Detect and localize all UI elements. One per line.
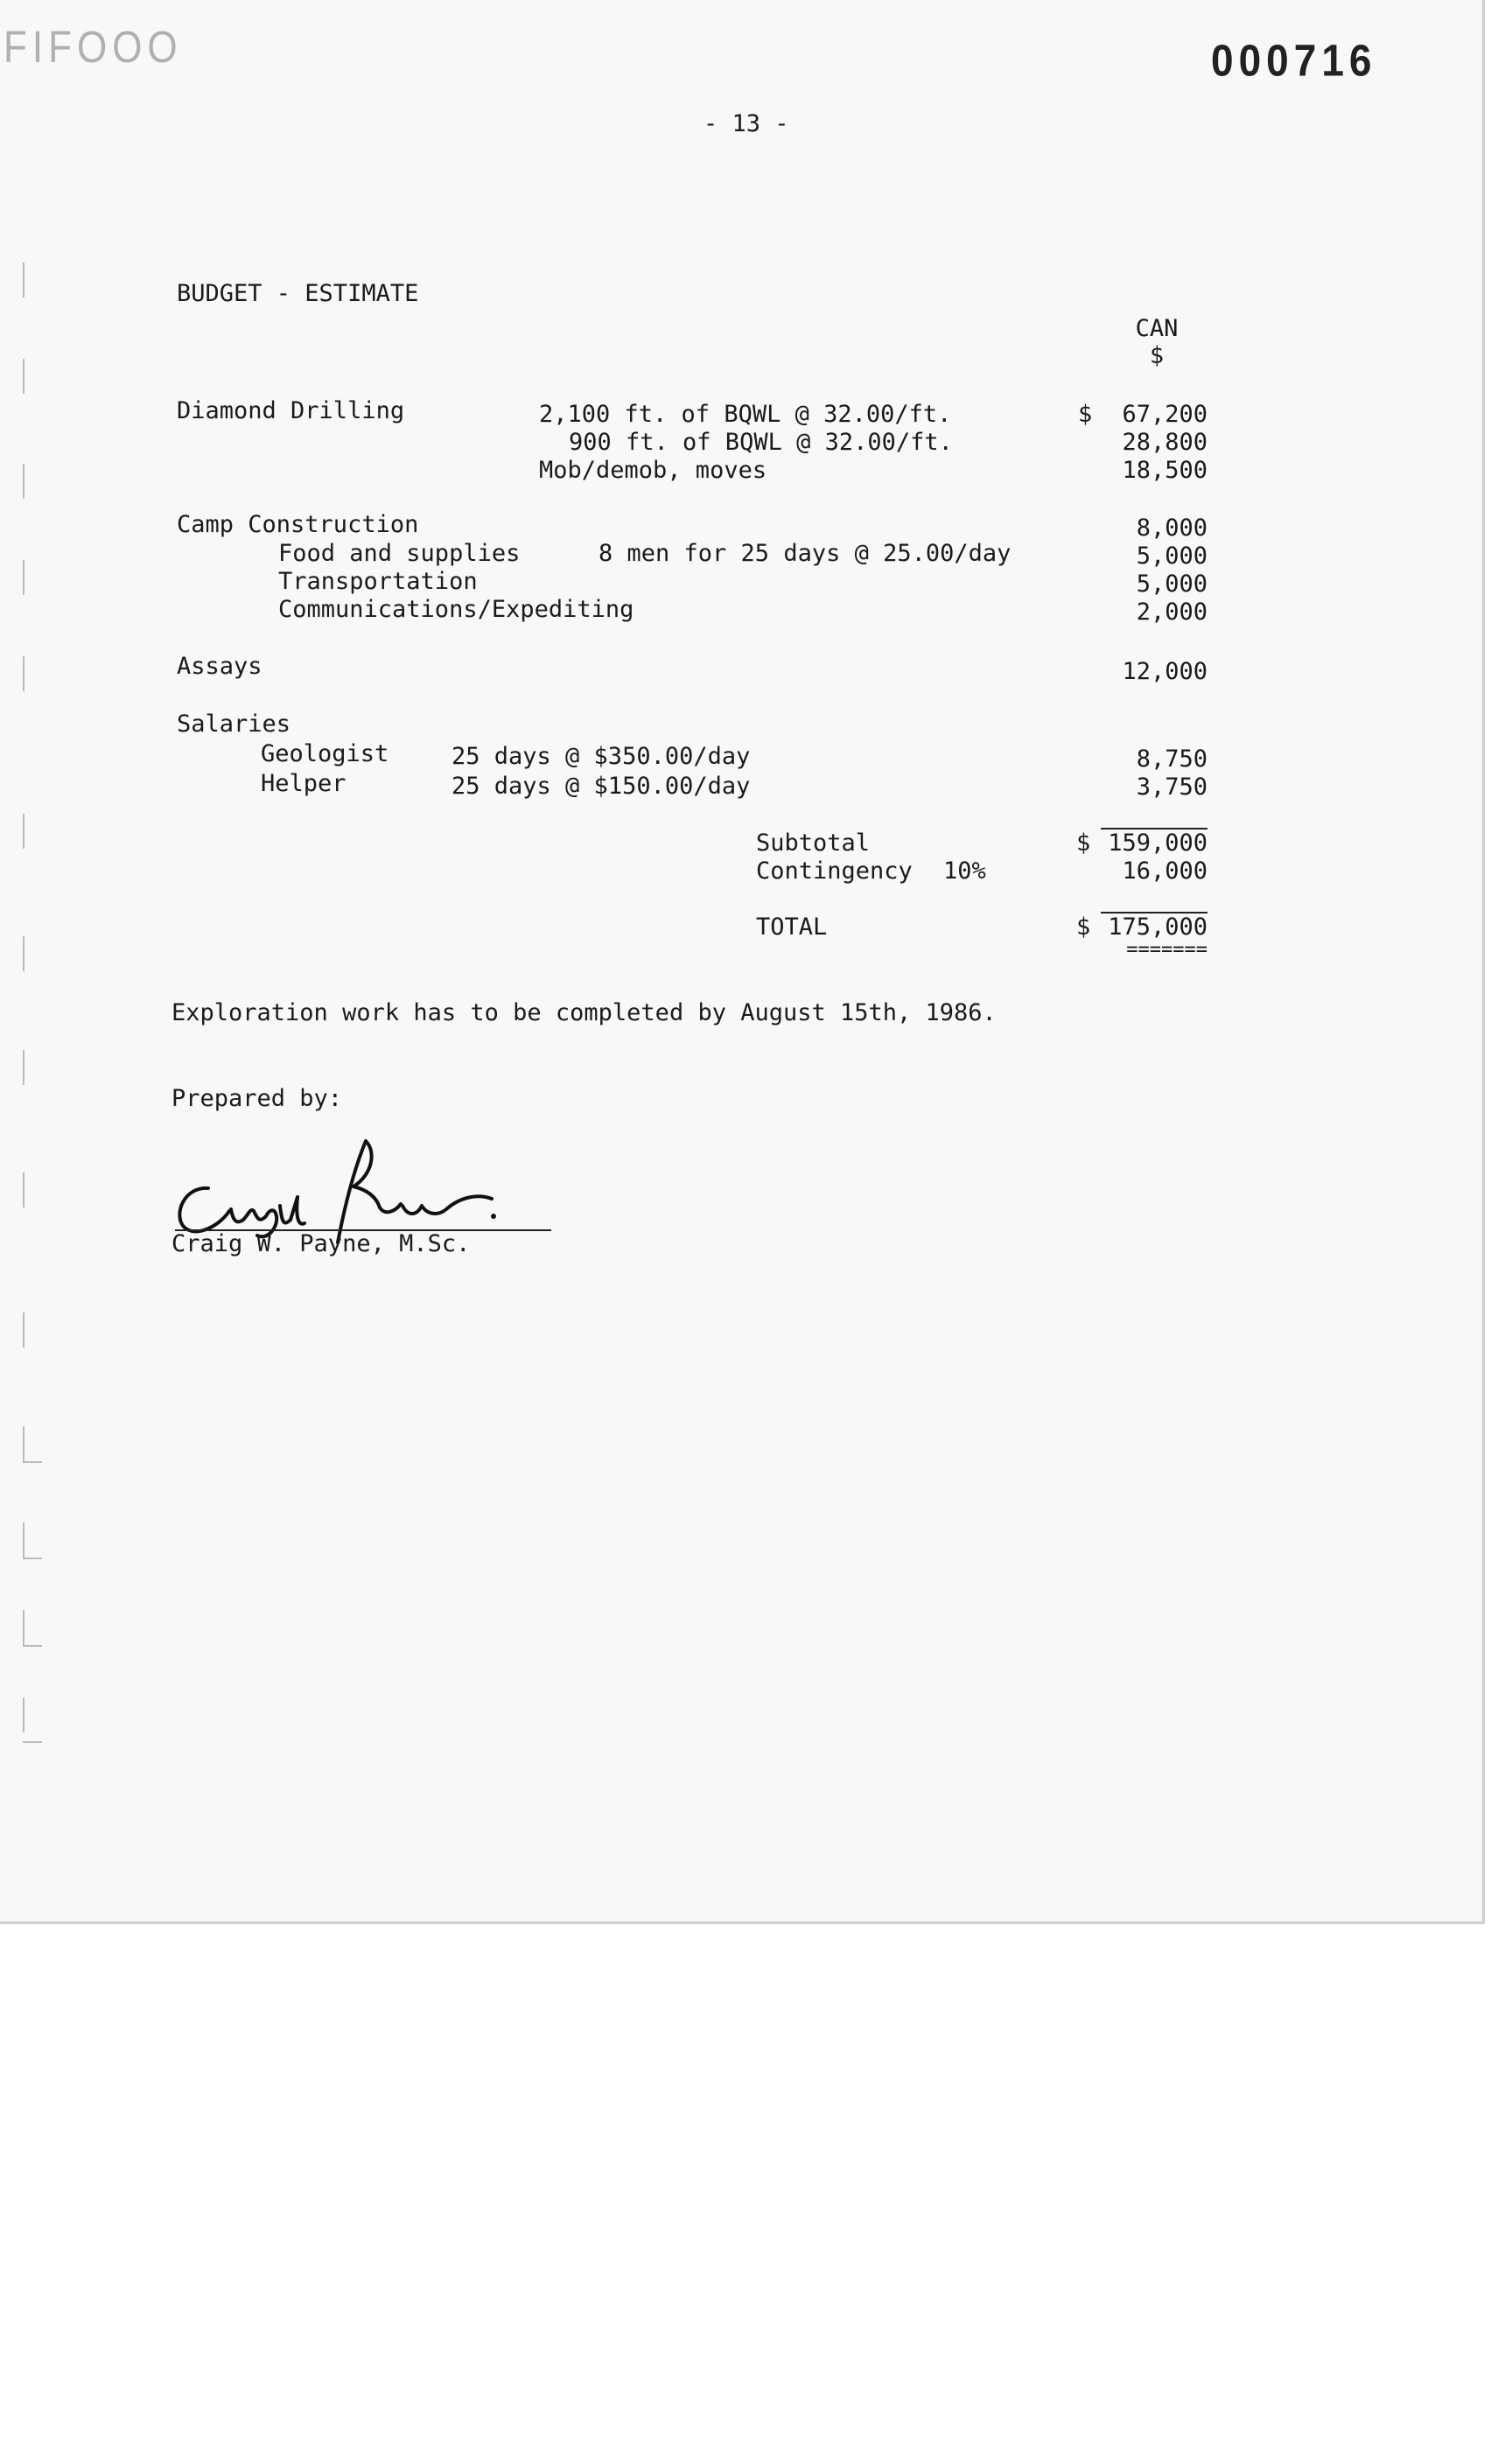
subtotal-label: Subtotal (756, 830, 871, 857)
subtotal-dollar: $ (1076, 830, 1091, 857)
drilling-line-2-desc: 900 ft. of BQWL @ 32.00/ft. (569, 429, 953, 456)
food-amount: 5,000 (1136, 542, 1208, 570)
total-label: TOTAL (756, 914, 828, 941)
camp-label: Camp Construction (177, 511, 419, 538)
food-label: Food and supplies (278, 540, 521, 567)
geologist-label: Geologist (261, 740, 389, 767)
currency-symbol: $ (1149, 342, 1165, 369)
drilling-line-3-desc: Mob/demob, moves (539, 457, 767, 484)
drilling-line-1-desc: 2,100 ft. of BQWL @ 32.00/ft. (539, 401, 952, 428)
transport-amount: 5,000 (1136, 570, 1208, 598)
prepared-by-label: Prepared by: (172, 1085, 343, 1112)
contingency-percent: 10% (943, 858, 986, 885)
currency-code: CAN (1135, 315, 1179, 342)
total-dollar: $ (1076, 914, 1091, 941)
page-number: - 13 - (704, 110, 789, 137)
helper-desc: 25 days @ $150.00/day (452, 773, 751, 800)
geologist-amount: 8,750 (1136, 746, 1208, 773)
assays-amount: 12,000 (1122, 658, 1208, 685)
signatory-name: Craig W. Payne, M.Sc. (172, 1230, 471, 1257)
document-number: 000716 (1211, 35, 1377, 86)
food-desc: 8 men for 25 days @ 25.00/day (598, 540, 1012, 567)
contingency-label: Contingency (756, 858, 913, 885)
helper-label: Helper (261, 770, 346, 797)
drilling-line-1-dollar: $ (1078, 401, 1093, 428)
drilling-line-2-amount: 28,800 (1122, 429, 1208, 456)
total-amount: 175,000 (1108, 914, 1208, 941)
budget-heading: BUDGET - ESTIMATE (177, 280, 419, 307)
comms-label: Communications/Expediting (278, 596, 634, 623)
salaries-label: Salaries (177, 710, 291, 738)
assays-label: Assays (177, 653, 262, 680)
total-double-underline: ======= (1126, 939, 1208, 961)
camp-amount: 8,000 (1136, 514, 1208, 542)
faint-stamp: FIFOOO (4, 23, 183, 73)
subtotal-amount: 159,000 (1108, 830, 1208, 857)
helper-amount: 3,750 (1136, 774, 1208, 801)
drilling-line-1-amount: 67,200 (1122, 401, 1208, 428)
margin-marks (23, 262, 24, 1881)
geologist-desc: 25 days @ $350.00/day (452, 743, 751, 770)
contingency-amount: 16,000 (1122, 858, 1208, 885)
completion-note: Exploration work has to be completed by August 15th, 1986. (172, 999, 997, 1026)
drilling-label: Diamond Drilling (177, 397, 405, 424)
comms-amount: 2,000 (1136, 598, 1208, 626)
transport-label: Transportation (278, 568, 478, 595)
drilling-line-3-amount: 18,500 (1122, 457, 1208, 484)
